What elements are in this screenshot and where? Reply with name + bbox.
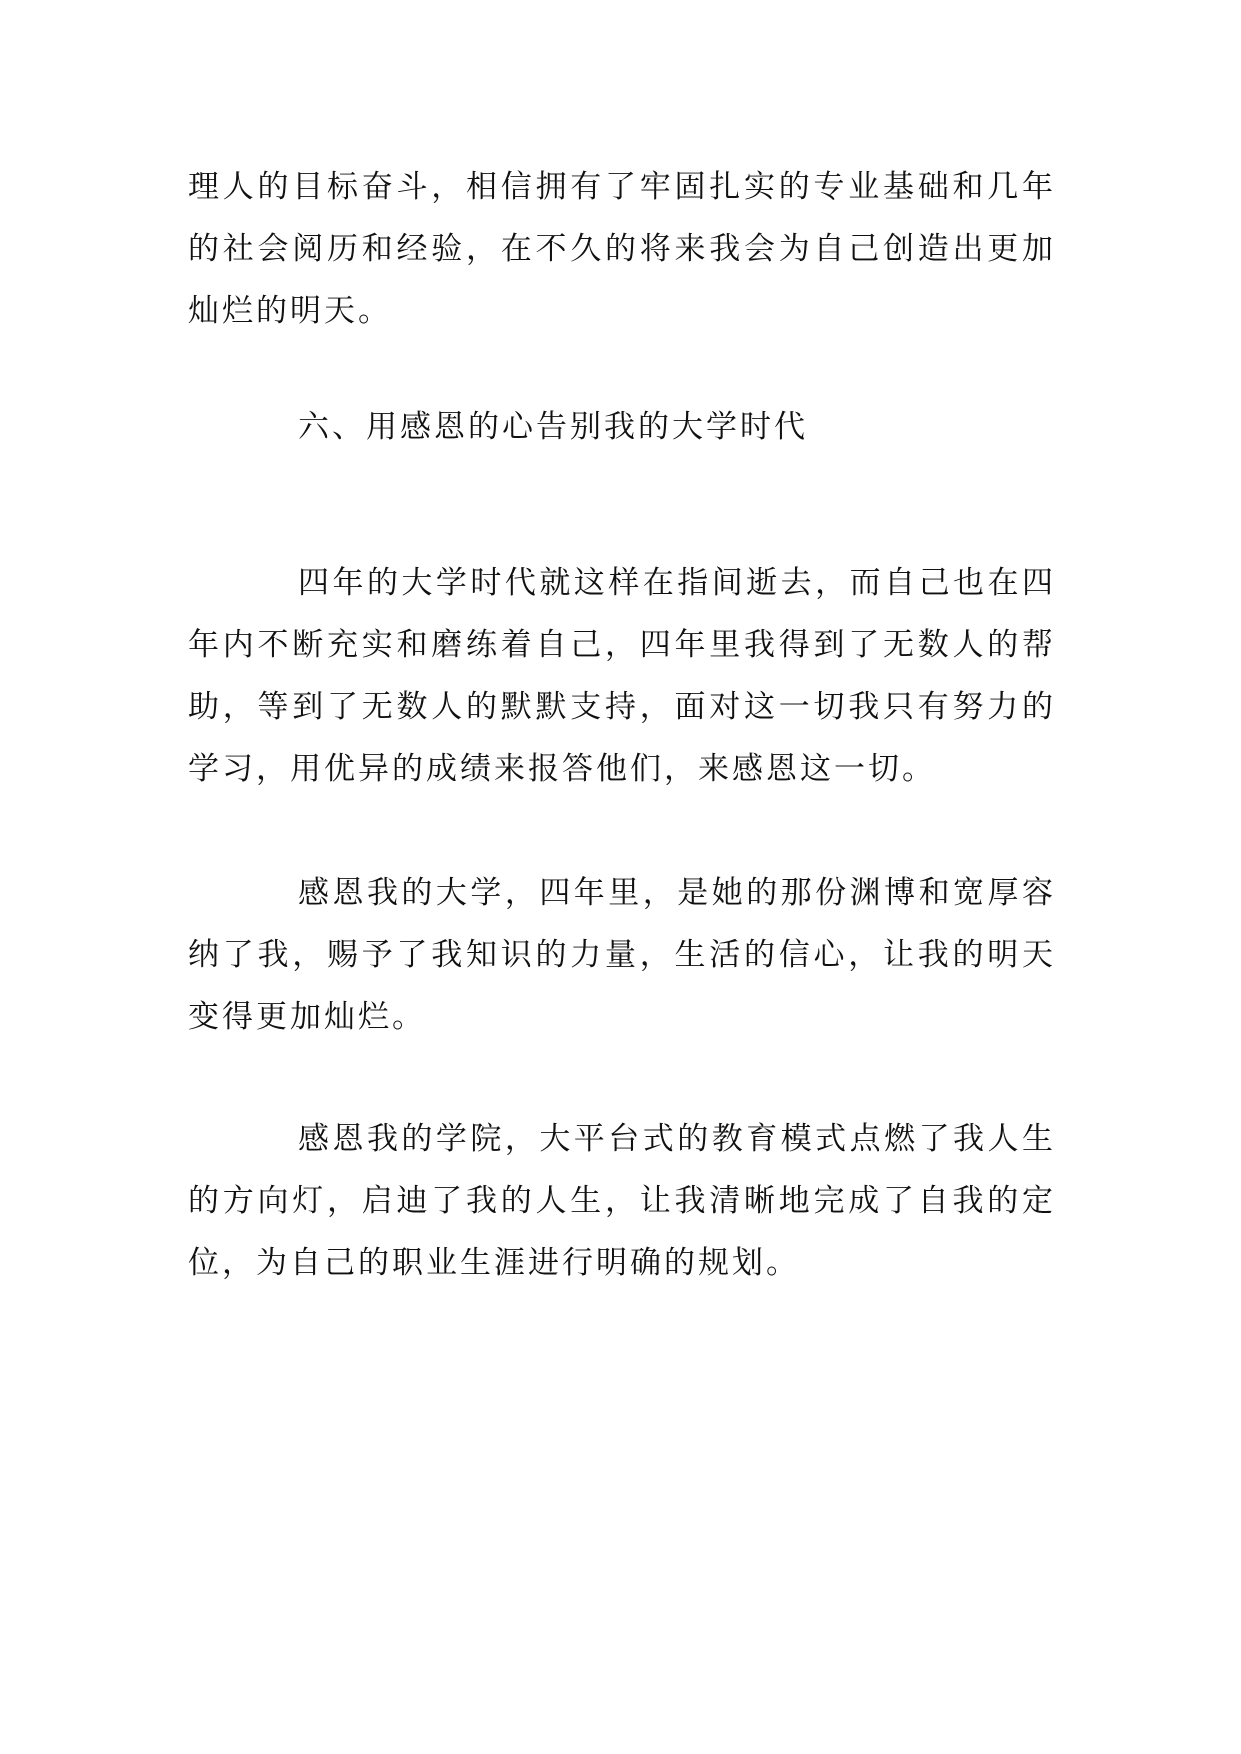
paragraph-gratitude-university: 感恩我的大学，四年里，是她的那份渊博和宽厚容纳了我，赐予了我知识的力量，生活的信心，让我的明天变得更加灿烂。	[188, 875, 1056, 1035]
paragraph-gratitude-college: 感恩我的学院，大平台式的教育模式点燃了我人生的方向灯，启迪了我的人生，让我清晰地完成了自我的定位，为自己的职业生涯进行明确的规划。	[188, 1121, 1056, 1281]
paragraph-continuation: 理人的目标奋斗，相信拥有了牢固扎实的专业基础和几年的社会阅历和经验，在不久的将来我会为自己创造出更加灿烂的明天。	[188, 169, 1056, 329]
paragraph-four-years: 四年的大学时代就这样在指间逝去，而自己也在四年内不断充实和磨练着自己，四年里我得到了无数人的帮助，等到了无数人的默默支持，面对这一切我只有努力的学习，用优异的成绩来报答他们，来感恩这一切。	[188, 565, 1056, 787]
section-heading: 六、用感恩的心告别我的大学时代	[298, 409, 808, 445]
